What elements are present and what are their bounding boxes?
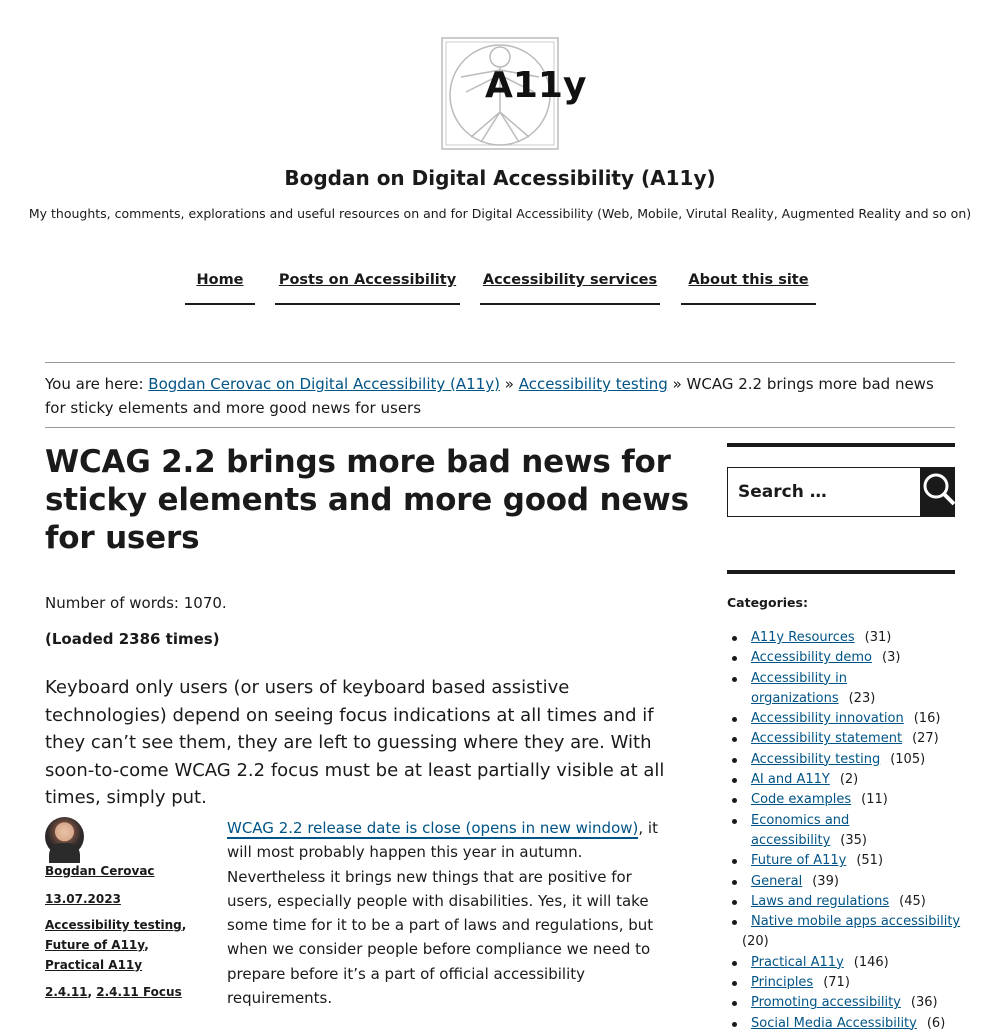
category-count: (31) [864,630,892,645]
post-tag-link[interactable]: 2.4.11 Focus [96,985,182,999]
category-item [727,770,967,790]
post-category-link[interactable]: Accessibility testing [45,918,182,932]
site-description: My thoughts, comments, explorations and useful resources on and for Digital Accessibility (Web, Mobile, Virutal Reality, Augmented Reality and so on) [28,206,972,221]
nav-posts-on-accessibility[interactable]: Posts on Accessibility [275,272,460,305]
tags-meta: 2.4.11, 2.4.11 Focus [45,985,182,999]
categories-meta: Accessibility testing, Future of A11y, Practical A11y [45,918,187,972]
category-count: (45) [899,893,926,909]
category-link[interactable]: Future of A11y [751,853,847,869]
category-link[interactable]: Accessibility in organizations [751,670,847,706]
post-intro: Keyboard only users (or users of keyboard based assistive technologies) depend on seeing focus indications at all times and if they can’t see them, they are left to guessing where they are. With soon-to-come WCAG 2.2 focus must be at least partially visible at all times, simply put. [45,677,665,808]
category-item [727,973,967,993]
post-body-paragraph [227,816,677,1010]
post-title: WCAG 2.2 brings more bad news for sticky elements and more good news for users [45,444,689,556]
category-item [727,872,967,892]
category-item [727,669,967,710]
category-item [727,729,967,749]
category-count: (20) [742,934,769,950]
category-link[interactable]: Promoting accessibility [751,995,901,1011]
category-link[interactable]: AI and A11Y [751,772,830,788]
category-link[interactable]: Native mobile apps accessibility [751,914,961,930]
nav-about-this-site[interactable]: About this site [681,272,816,305]
category-link[interactable]: A11y Resources [751,630,855,645]
category-link[interactable]: General [751,873,803,889]
wcag-release-link[interactable]: WCAG 2.2 release date is close (opens in new window) [227,819,639,837]
site-logo[interactable] [441,37,587,150]
category-link[interactable]: Economics and accessibility [751,812,850,848]
site-title[interactable]: Bogdan on Digital Accessibility (A11y) [284,166,716,190]
breadcrumb-separator: » [672,375,682,393]
post-category-link[interactable]: Future of A11y [45,938,145,952]
category-item [727,953,967,973]
search-input[interactable]: Search … [727,467,921,517]
category-link[interactable]: Social Media Accessibility [751,1015,917,1031]
breadcrumb [45,372,945,420]
category-item [727,993,967,1013]
category-count: (105) [890,751,926,767]
category-count: (146) [853,954,889,970]
category-item [727,1014,967,1034]
breadcrumb-home-link[interactable]: Bogdan Cerovac on Digital Accessibility (A11y) [148,375,500,393]
category-link[interactable]: Laws and regulations [751,893,890,909]
category-count: (27) [912,731,939,747]
load-count: (Loaded 2386 times) [45,630,220,648]
breadcrumb-category-link[interactable]: Accessibility testing [518,375,668,393]
category-count: (6) [926,1015,946,1031]
category-item [727,628,967,648]
main-navigation [0,272,1000,306]
nav-home[interactable]: Home [185,272,255,305]
category-link[interactable]: Accessibility innovation [751,711,904,727]
author-meta [45,861,155,881]
search-button[interactable] [920,467,955,517]
nav-accessibility-services[interactable]: Accessibility services [480,272,660,305]
divider [45,427,955,428]
category-link[interactable]: Accessibility statement [751,731,903,747]
category-item [727,750,967,770]
category-count: (23) [848,690,876,706]
category-link[interactable]: Principles [751,975,814,991]
category-item [727,811,967,852]
category-item [727,709,967,729]
categories-heading: Categories: [727,595,808,610]
category-count: (71) [823,975,850,991]
category-link[interactable]: Practical A11y [751,954,844,970]
post-body-text: , it will most probably happen this year in autumn. Nevertheless it brings new things that are positive for users, especially people with disabilities. Yes, it will take some time for it to be a part of laws and regulations, but when we consider people before compliance we need to prepare before it’s a part of official accessibility requirements. [227,819,658,1008]
sidebar-rule [727,570,955,574]
breadcrumb-separator: » [504,375,514,393]
author-avatar [45,817,84,856]
post-date-link[interactable]: 13.07.2023 [45,892,121,906]
category-count: (39) [812,873,839,889]
category-count: (36) [910,995,938,1011]
category-link[interactable]: Code examples [751,792,852,808]
category-item [727,851,967,871]
sidebar-rule [727,443,955,447]
breadcrumb-prefix: You are here: [45,375,144,393]
post-tag-link[interactable]: 2.4.11 [45,985,88,999]
date-meta [45,889,121,909]
category-item [727,892,967,912]
category-item [727,912,967,953]
word-count: Number of words: 1070. [45,594,227,612]
category-link[interactable]: Accessibility demo [751,650,872,666]
logo-text: A11y [485,65,587,106]
search-icon [920,467,955,517]
author-link[interactable]: Bogdan Cerovac [45,864,155,878]
category-count: (51) [856,853,884,869]
category-count: (35) [840,832,867,848]
breadcrumb-current: WCAG 2.2 brings more bad news for sticky elements and more good news for users [45,375,934,417]
category-item [727,790,967,810]
category-link[interactable]: Accessibility testing [751,751,881,767]
category-count: (2) [839,772,859,788]
category-item [727,648,967,668]
category-count: (16) [913,711,941,727]
category-count: (11) [861,792,888,808]
divider [45,362,955,363]
post-category-link[interactable]: Practical A11y [45,958,143,972]
categories-list [727,628,967,1034]
category-count: (3) [882,650,901,666]
